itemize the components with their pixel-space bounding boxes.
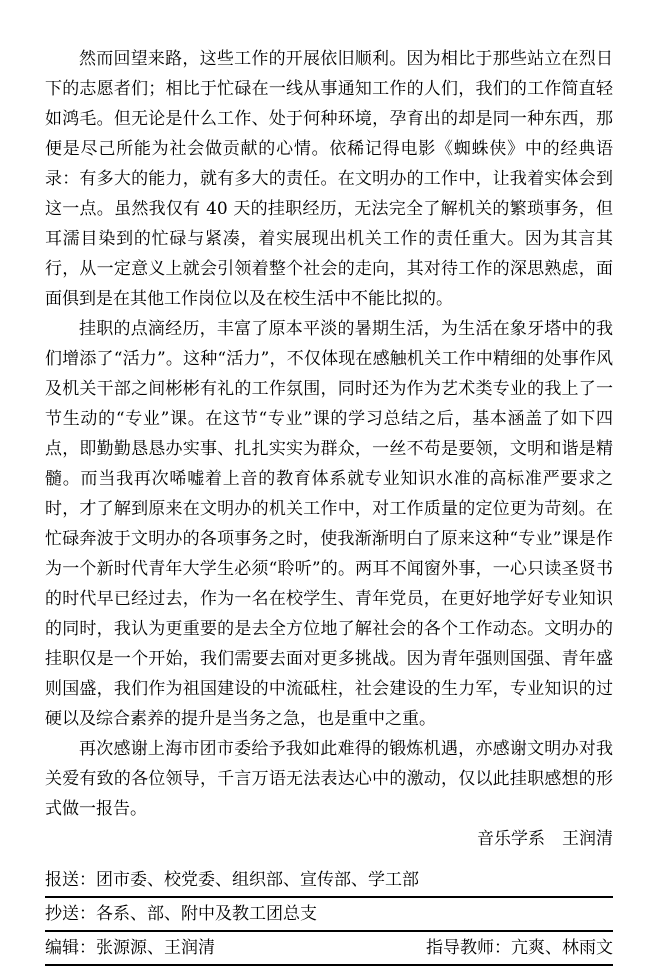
paragraph-looking-back: 然而回望来路，这些工作的开展依旧顺利。因为相比于那些站立在烈日下的志愿者们；相比于忙碌在一线从事通知工作的人们，我们的工作简直轻如鸿毛。但无论是什么工作、处于何种环境，孕育出的却是同一种东西，那便是尽己所能为社会做贡献的心情。依稀记得电影《蜘蛛侠》中的经典语录：有多大的能力，就有多大的责任。在文明办的工作中，让我着实体会到这一点。虽然我仅有 40 天的挂职经历，无法完全了解机关的繁琐事务，但耳濡目染到的忙碌与紧凑，着实展现出机关工作的责任重大。因为其言其行，从一定意义上就会引领着整个社会的走向，其对待工作的深思熟虑，面面俱到是在其他工作岗位以及在校生活中不能比拟的。 xyxy=(45,49,613,309)
advisors-text: 指导教师：亢爽、林雨文 xyxy=(426,938,613,958)
report-to-text: 报送：团市委、校党委、组织部、宣传部、学工部 xyxy=(45,870,419,890)
footer-row-copy-to xyxy=(45,900,613,932)
signature-line: 音乐学系 王润清 xyxy=(477,829,613,849)
paragraph-internship-experience: 挂职的点滴经历，丰富了原本平淡的暑期生活，为生活在象牙塔中的我们增添了“活力”。这种“活力”，不仅体现在感触机关工作中精细的处事作风及机关干部之间彬彬有礼的工作氛围，同时还为作为艺术类专业的我上了一节生动的“专业”课。在这节“专业”课的学习总结之后，基本涵盖了如下四点，即勤勤恳恳办实事、扎扎实实为群众，一丝不苟是要领，文明和谐是精髓。而当我再次唏嘘着上音的教育体系就专业知识水准的高标准严要求之时，才了解到原来在文明办的机关工作中，对工作质量的定位更为苛刻。在忙碌奔波于文明办的各项事务之时，使我渐渐明白了原来这种“专业”课是作为一个新时代青年大学生必须“聆听”的。两耳不闻窗外事，一心只读圣贤书的时代早已经过去，作为一名在校学生、青年党员，在更好地学好专业知识的同时，我认为更重要的是去全方位地了解社会的各个工作动态。文明办的挂职仅是一个开始，我们需要去面对更多挑战。因为青年强则国强、青年盛则国盛，我们作为祖国建设的中流砥柱，社会建设的生力军，专业知识的过硬以及综合素养的提升是当务之急，也是重中之重。 xyxy=(45,319,613,729)
footer-row-editors xyxy=(45,934,613,966)
distribution-footer xyxy=(45,866,613,966)
editors-text: 编辑：张源源、王润清 xyxy=(45,938,215,958)
paragraph-thanks: 再次感谢上海市团市委给予我如此难得的锻炼机遇，亦感谢文明办对我关爱有致的各位领导，千言万语无法表达心中的激动，仅以此挂职感想的形式做一报告。 xyxy=(45,739,613,819)
copy-to-text: 抄送：各系、部、附中及教工团总支 xyxy=(45,904,317,924)
footer-row-report-to xyxy=(45,866,613,898)
